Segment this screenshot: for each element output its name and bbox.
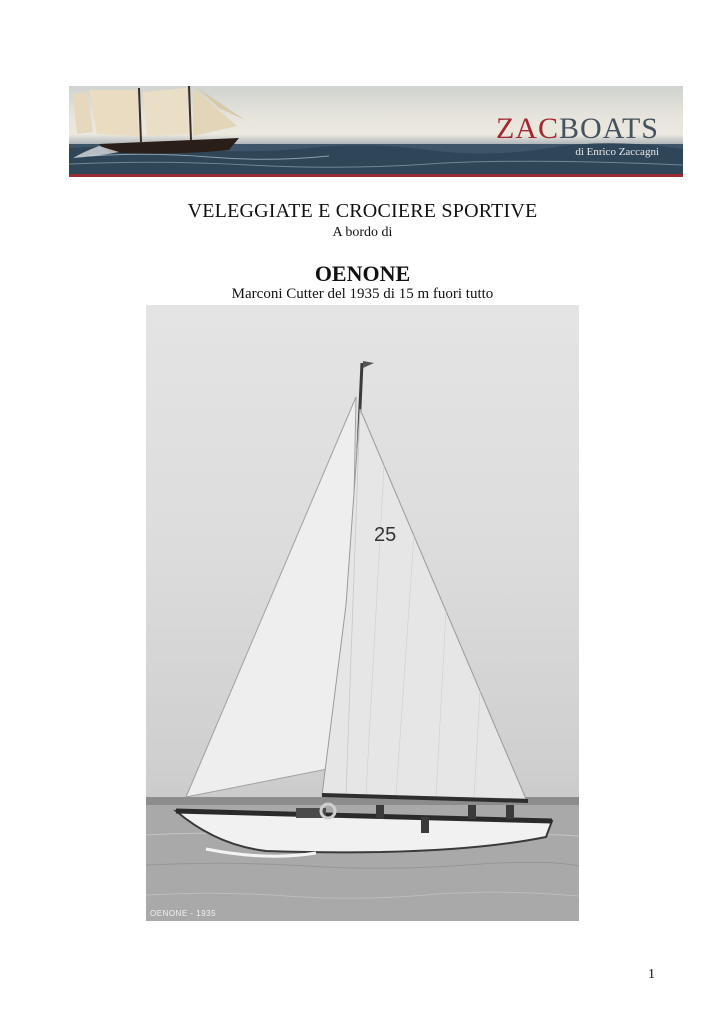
sail-number: 25 [374, 524, 397, 546]
brand-logo [496, 114, 659, 158]
brand-zac-text: ZAC [495, 112, 559, 145]
document-subtitle: A bordo di [332, 225, 393, 240]
boat-photo [146, 305, 579, 921]
document-title: VELEGGIATE E CROCIERE SPORTIVE [187, 200, 538, 222]
boat-description: Marconi Cutter del 1935 di 15 m fuori tutto [231, 286, 494, 302]
photo-caption: OENONE - 1935 [150, 909, 217, 918]
brand-boats-text: BOATS [558, 112, 659, 145]
brand-subtitle: di Enrico Zaccagni [575, 146, 659, 158]
header-banner [69, 86, 683, 177]
sailboat-image [146, 305, 579, 921]
page-number: 1 [648, 967, 655, 982]
boat-name: OENONE [314, 261, 411, 286]
